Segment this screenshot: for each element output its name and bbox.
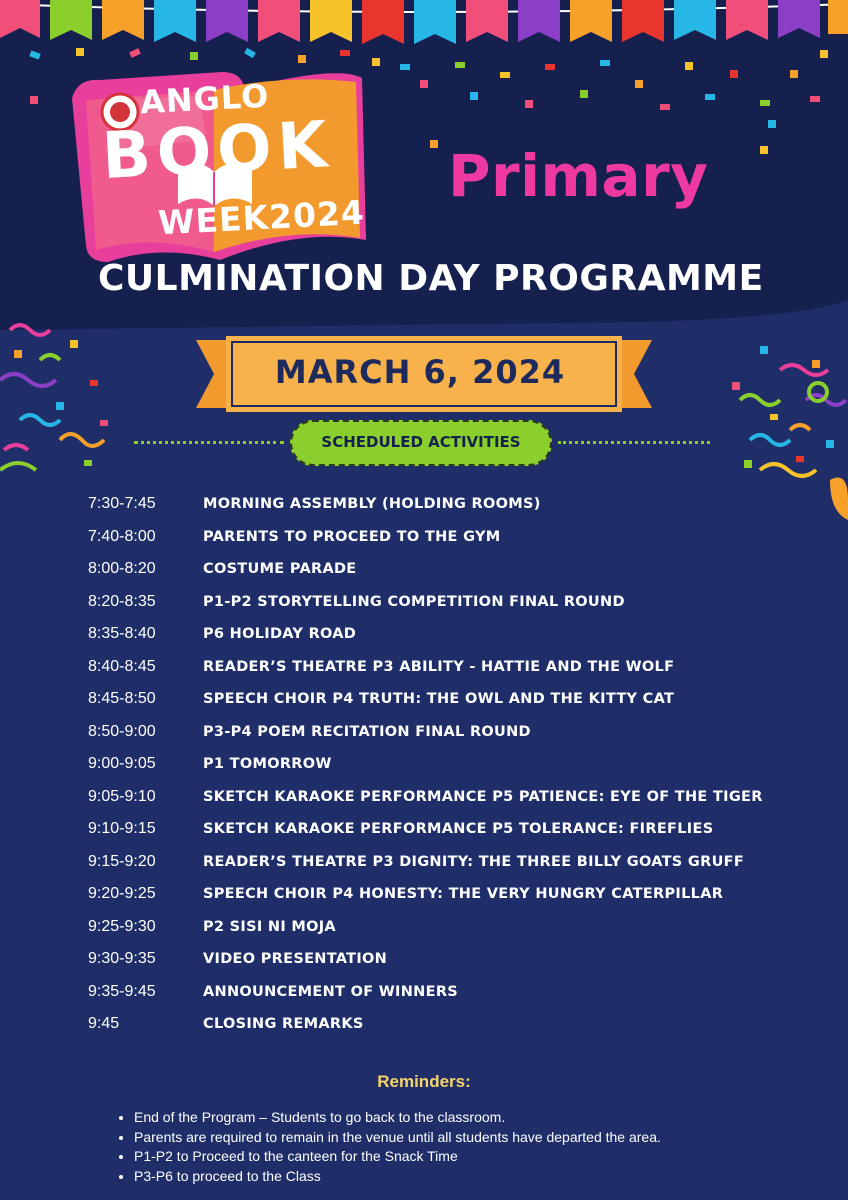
schedule-time: 9:05-9:10 bbox=[88, 787, 156, 805]
schedule-activity: MORNING ASSEMBLY (HOLDING ROOMS) bbox=[203, 496, 541, 513]
schedule-time: 9:15-9:20 bbox=[88, 852, 156, 870]
schedule-row bbox=[88, 943, 808, 976]
schedule-row bbox=[88, 651, 808, 684]
reminder-item: • P1-P2 to Proceed to the canteen for the Snack Time bbox=[134, 1147, 661, 1167]
schedule-time: 9:45 bbox=[88, 1015, 120, 1033]
schedule-row bbox=[88, 716, 808, 749]
schedule-activity: SKETCH KARAOKE PERFORMANCE P5 PATIENCE: EYE OF THE TIGER bbox=[203, 788, 763, 805]
schedule-list bbox=[88, 488, 808, 1041]
schedule-time: 7:40-8:00 bbox=[88, 527, 156, 545]
schedule-row bbox=[88, 586, 808, 619]
schedule-activity: PARENTS TO PROCEED TO THE GYM bbox=[203, 528, 501, 545]
schedule-row bbox=[88, 813, 808, 846]
schedule-time: 9:30-9:35 bbox=[88, 950, 156, 968]
schedule-activity: P6 HOLIDAY ROAD bbox=[203, 626, 357, 643]
schedule-time: 8:35-8:40 bbox=[88, 625, 156, 643]
schedule-row bbox=[88, 976, 808, 1009]
schedule-activity: READER’S THEATRE P3 DIGNITY: THE THREE BILLY GOATS GRUFF bbox=[203, 853, 745, 870]
schedule-activity: P1-P2 STORYTELLING COMPETITION FINAL ROUND bbox=[203, 593, 625, 610]
subtitle: Primary bbox=[448, 142, 709, 210]
bunting-flags bbox=[0, 0, 848, 44]
schedule-activity: SPEECH CHOIR P4 TRUTH: THE OWL AND THE KITTY CAT bbox=[203, 691, 675, 708]
schedule-activity: P3-P4 POEM RECITATION FINAL ROUND bbox=[203, 723, 531, 740]
divider-left bbox=[134, 441, 284, 444]
schedule-time: 8:45-8:50 bbox=[88, 690, 156, 708]
reminder-item: • End of the Program – Students to go back to the classroom. bbox=[134, 1108, 661, 1128]
schedule-activity: P2 SISI NI MOJA bbox=[203, 918, 336, 935]
event-date: MARCH 6, 2024 bbox=[274, 353, 566, 391]
schedule-time: 9:20-9:25 bbox=[88, 885, 156, 903]
reminder-item: • Parents are required to remain in the venue until all students have departed the area. bbox=[134, 1128, 661, 1148]
schedule-activity: COSTUME PARADE bbox=[203, 561, 357, 578]
section-label: SCHEDULED ACTIVITIES bbox=[290, 420, 552, 466]
page-title: CULMINATION DAY PROGRAMME bbox=[98, 258, 764, 299]
schedule-activity: READER’S THEATRE P3 ABILITY - HATTIE AND THE WOLF bbox=[203, 658, 675, 675]
schedule-row bbox=[88, 911, 808, 944]
schedule-time: 9:10-9:15 bbox=[88, 820, 156, 838]
schedule-row bbox=[88, 488, 808, 521]
schedule-activity: CLOSING REMARKS bbox=[203, 1016, 364, 1033]
logo bbox=[70, 62, 370, 277]
reminders-title: Reminders: bbox=[377, 1072, 471, 1091]
schedule-time: 8:00-8:20 bbox=[88, 560, 156, 578]
schedule-time: 9:00-9:05 bbox=[88, 755, 156, 773]
logo-line-1: ANGLO bbox=[139, 76, 271, 122]
schedule-row bbox=[88, 553, 808, 586]
schedule-row bbox=[88, 878, 808, 911]
schedule-row bbox=[88, 781, 808, 814]
schedule-activity: SPEECH CHOIR P4 HONESTY: THE VERY HUNGRY CATERPILLAR bbox=[203, 886, 724, 903]
reminder-item: • P3-P6 to proceed to the Class bbox=[134, 1167, 661, 1187]
schedule-row bbox=[88, 748, 808, 781]
schedule-row bbox=[88, 846, 808, 879]
schedule-time: 9:25-9:30 bbox=[88, 917, 156, 935]
schedule-time: 8:40-8:45 bbox=[88, 657, 156, 675]
divider-right bbox=[558, 441, 710, 444]
schedule-activity: ANNOUNCEMENT OF WINNERS bbox=[203, 983, 459, 1000]
schedule-row bbox=[88, 521, 808, 554]
schedule-time: 8:50-9:00 bbox=[88, 722, 156, 740]
schedule-activity: SKETCH KARAOKE PERFORMANCE P5 TOLERANCE: FIREFLIES bbox=[203, 821, 714, 838]
schedule-row bbox=[88, 1008, 808, 1041]
schedule-activity: VIDEO PRESENTATION bbox=[203, 951, 388, 968]
reminders-list bbox=[116, 1108, 661, 1186]
logo-line-2: BOOK bbox=[100, 108, 335, 194]
schedule-row bbox=[88, 618, 808, 651]
schedule-row bbox=[88, 683, 808, 716]
schedule-time: 8:20-8:35 bbox=[88, 592, 156, 610]
schedule-time: 7:30-7:45 bbox=[88, 495, 156, 513]
schedule-time: 9:35-9:45 bbox=[88, 982, 156, 1000]
schedule-activity: P1 TOMORROW bbox=[203, 756, 332, 773]
logo-line-3: WEEK2024 bbox=[157, 192, 366, 243]
